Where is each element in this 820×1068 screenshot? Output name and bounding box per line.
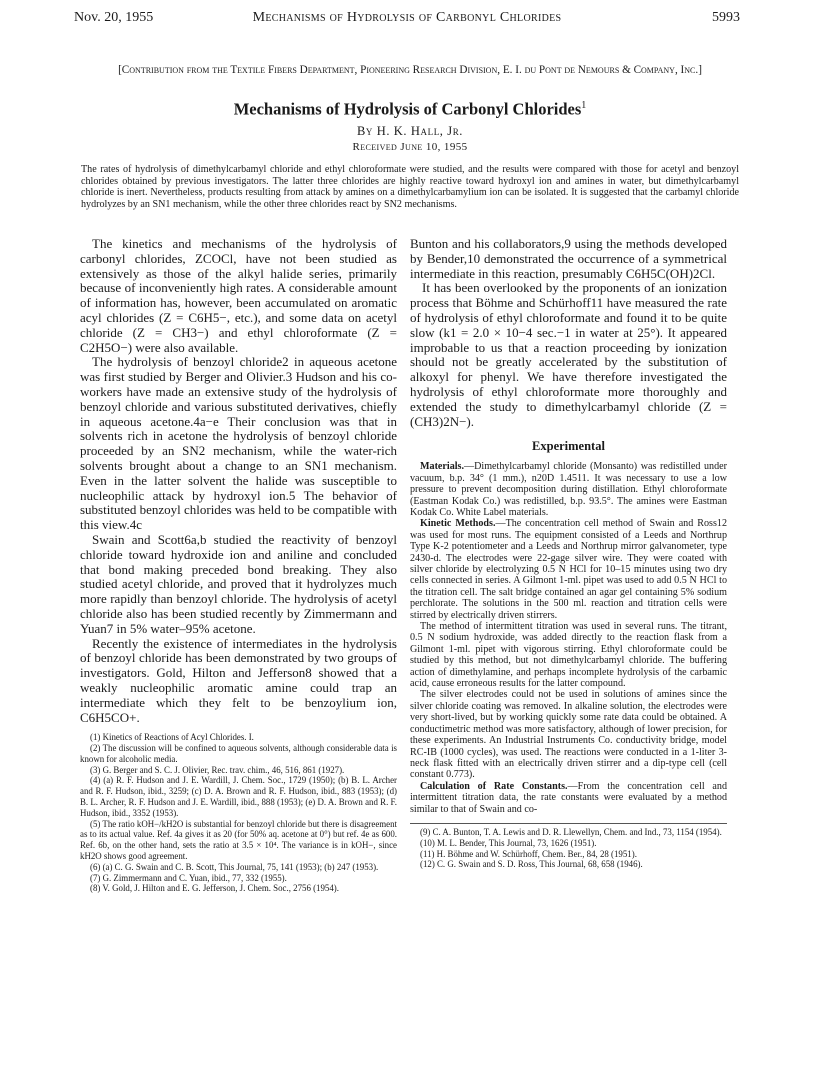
received-date: Received June 10, 1955 [352,141,468,153]
footnote: (2) The discussion will be confined to aqueous solvents, although considerable data is known for alcoholic media. [80,743,397,764]
article-title-text: Mechanisms of Hydrolysis of Carbonyl Chlorides [233,99,582,119]
footnote: (6) (a) C. G. Swain and C. B. Scott, This Journal, 75, 141 (1953); (b) 247 (1953). [90,861,379,872]
run-in-heading: Calculation of Rate Constants. [420,780,568,792]
body-paragraph: Bunton and his collaborators,9 using the methods developed by Bender,10 demonstrated the occurrence of a symmetrical intermediate in this reaction, presumably C6H5C(OH)2Cl. [410,236,727,281]
paragraph-text: —Dimethylcarbamyl chloride (Monsanto) was redistilled under vacuum, b.p. 34° (1 mm.), n20D 1.4511. It was necessary to use a low pressure to prevent decomposition during distillation. Ethyl chloroformate (Eastman Kodak Co.) was redistilled, b.p. 93.5°. The amines were Eastman Kodak Co. White Label materials. [410,461,727,518]
paragraph-text: The silver electrodes could not be used in solutions of amines since the silver chloride coating was removed. In alkaline solution, the electrodes were very short-lived, but by working quickly some rate data could be obtained. A conductimetric method was more satisfactory, although of lower precision, for these experiments. An Industrial Instruments Co. conductivity bridge, model RC-IB (1000 cycles), was used. The reactions were conducted in a 1-liter 3-neck flask fitted with an electrically driven stirrer and a dip-type cell (cell constant 0.773). [410,689,727,781]
experimental-paragraph [410,689,727,780]
footnote: (4) (a) R. F. Hudson and J. E. Wardill, J. Chem. Soc., 1729 (1950); (b) B. L. Archer and R. F. Hudson, ibid., 3259; (c) D. A. Brown and R. F. Hudson, ibid., 883 (1953); (d) B. L. Archer, R. F. Hudson and J. E. Wardill, ibid., 888 (1953); (e) D. A. Brown and R. F. Hudson, ibid., 3352 (1953). [80,775,397,818]
paragraph-text: —The concentration cell method of Swain and Ross12 was used for most runs. The equipment consisted of a Leeds and Northrup Type K-2 potentiometer and a Leeds and Northrup mirror galvanometer, type 2430-d. The electrodes were 22-gage silver wire. They were coated with silver chloride by electrolyzing 0.5 N HCl for 10–15 minutes using two dry cells connected in series. A Gilmont 1-ml. pipet was used to add 0.5 N HCl to the titration cell. The salt bridge contained an agar gel containing 5% sodium perchlorate. The solutions in the 500 ml. reaction and titration cells were stirred by electrically driven stirrers. [410,518,728,621]
footnote: (1) Kinetics of Reactions of Acyl Chlorides. I. [90,732,254,743]
footnote: (11) H. Böhme and W. Schürhoff, Chem. Ber., 84, 28 (1951). [420,848,637,859]
section-heading-experimental: Experimental [532,439,605,454]
experimental-paragraph [410,621,727,689]
footnote: (3) G. Berger and S. C. J. Olivier, Rec. trav. chim., 46, 516, 861 (1927). [90,764,345,775]
body-paragraph: Recently the existence of intermediates in the hydrolysis of benzoyl chloride has been demonstrated by two groups of investigators. Gold, Hilton and Jefferson8 showed that a weakly nucleophilic aromatic amine could trap an intermediate which they felt to be benzoylium ion, C6H5CO+. [80,635,397,725]
experimental-paragraph [410,781,727,815]
footnote: (10) M. L. Bender, This Journal, 73, 1626 (1951). [420,837,597,848]
footnotes-left [80,732,397,894]
footnote: (8) V. Gold, J. Hilton and E. G. Jefferson, J. Chem. Soc., 2756 (1954). [90,883,339,894]
byline: By H. K. Hall, Jr. [356,124,464,138]
footnote: (9) C. A. Bunton, T. A. Lewis and D. R. Llewellyn, Chem. and Ind., 73, 1154 (1954). [420,826,722,837]
body-paragraph: The kinetics and mechanisms of the hydrolysis of carbonyl chlorides, ZCOCl, have not been studied as extensively as those of the alkyl halide series, primarily because of inconveniently high rates. A considerable amount of information has, however, been accumulated on aromatic acyl chlorides (Z = C6H5−, etc.), and some data on acetyl chloride (Z = CH3−) and ethyl chloroformate (Z = C2H5O−) were also available. [80,236,397,355]
running-head-title: Mechanisms of Hydrolysis of Carbonyl Chlorides [252,10,562,25]
body-paragraph: Swain and Scott6a,b studied the reactivity of benzoyl chloride toward hydroxide ion and aniline and concluded that bond making preceded bond breaking. They also studied acetyl chloride, and proved that it hydrolyzes much more rapidly than benzoyl chloride. The hydrolysis of acetyl chloride also has been studied recently by Zimmermann and Yuan7 in 5% water–95% acetone. [80,531,397,636]
experimental-paragraph [410,461,727,518]
paragraph-text: —From the concentration cell and intermittent titration data, the rate constants were evaluated by a method similar to that of Swain and co- [410,780,727,815]
contribution-line: [Contribution from the Textile Fibers Department, Pioneering Research Division, E. I. du Pont de Nemours & Company, Inc.] [118,64,702,76]
run-in-heading: Kinetic Methods. [420,518,496,530]
body-paragraph: It has been overlooked by the proponents of an ionization process that Böhme and Schürhoff11 have measured the rate of hydrolysis of ethyl chloroformate and found it to be quite slow (k1 = 2.0 × 10−4 sec.−1 in water at 25°). It appeared improbable to us that a reaction proceeding by ionization should not be greatly accelerated by the substitution of alkoxyl for phenyl. We have therefore investigated the hydrolysis of ethyl chloroformate more thoroughly and extended the study to dimethylcarbamyl chloride (Z = (CH3)2N−). [410,280,727,429]
footnote: (5) The ratio kOH−/kH2O is substantial for benzoyl chloride but there is disagreement as to its actual value. Ref. 4a gives it as 20 (for 50% aq. acetone at 0°) but ref. 4e as 600. Ref. 6b, on the other hand, sets the ratio at 3.5 × 10⁴. The variance is in kOH−, since kH2O shows good agreement. [80,818,398,862]
run-in-heading: Materials. [420,461,465,473]
footnote: (7) G. Zimmermann and C. Yuan, ibid., 77, 332 (1955). [90,872,287,883]
left-column [80,237,397,894]
running-head-date: Nov. 20, 1955 [74,10,154,25]
body-paragraph: The hydrolysis of benzoyl chloride2 in aqueous acetone was first studied by Berger and Olivier.3 Hudson and his co-workers have made an extensive study of the hydrolysis of benzoyl chloride and various substituted derivatives, chiefly in aqueous acetone.4a−e Their conclusion was that in solvents rich in acetone the hydrolysis of benzoyl chloride proceeded by an SN2 mechanism, while the water-rich solvents brought about a change to an SN1 mechanism. Even in the latter solvent the halide was susceptible to nucleophilic attack by hydroxyl ion.5 The behavior of substituted benzoyl chlorides was held to be compatible with this view.4c [80,354,397,533]
article-title [80,96,740,120]
abstract: The rates of hydrolysis of dimethylcarbamyl chloride and ethyl chloroformate were studied, and the results were compared with those for acetyl and benzoyl chlorides obtained by previous investigators. The latter three chlorides are highly reactive toward hydroxyl ion and amines in water, but dimethylcarbamyl chloride is inert. Nevertheless, products resulting from attack by amines on a dimethylcarbamylium ion can be isolated. It is suggested that the carbamyl chloride hydrolyzes by an SN1 mechanism, while the other three chlorides react by SN2 mechanisms. [81,164,739,211]
footnote: (12) C. G. Swain and S. D. Ross, This Journal, 68, 658 (1946). [420,859,643,870]
page-number: 5993 [712,10,740,25]
running-head [74,8,740,28]
right-column [410,237,727,870]
title-footnote-mark: 1 [581,100,587,111]
footnotes-right [410,827,727,870]
paragraph-text: The method of intermittent titration was used in several runs. The titrant, 0.5 N sodium hydroxide, was added directly to the reaction flask from a Gilmont 1-ml. pipet with vigorous stirring. Ethyl chloroformate could be studied by this method, but not dimethylcarbamyl chloride. The buffering action of dimethylamine, and perhaps incomplete hydrolysis of the carbamic acid, cause erroneous results for the latter compound. [410,621,727,690]
footnote-divider [410,823,727,824]
experimental-paragraph [410,518,727,621]
